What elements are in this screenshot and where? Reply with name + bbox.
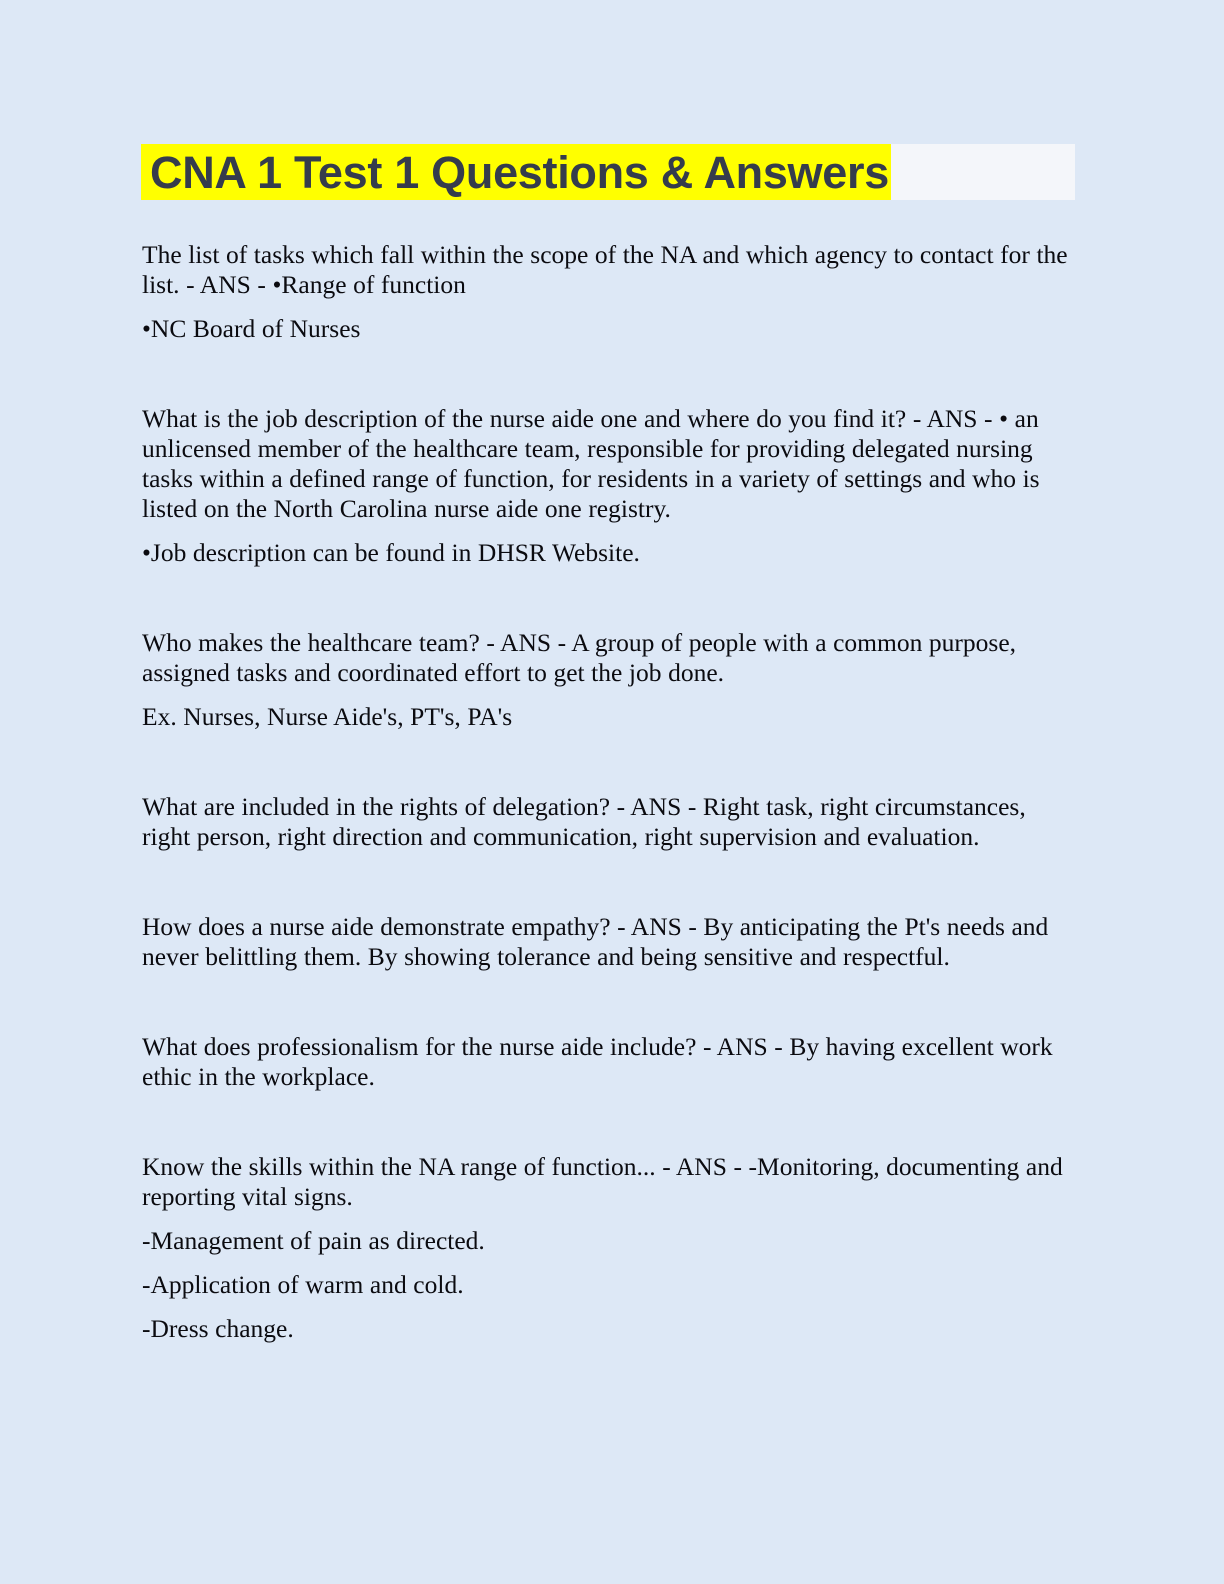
qa-block <box>142 628 1074 732</box>
qa-block <box>142 1152 1074 1344</box>
qa-question-answer: What are included in the rights of delegation? - ANS - Right task, right circumstances, right person, right direction and communication, right supervision and evaluation. <box>142 792 1026 851</box>
qa-block <box>142 240 1074 344</box>
qa-detail-line: Ex. Nurses, Nurse Aide's, PT's, PA's <box>142 702 513 731</box>
qa-block <box>142 1032 1074 1092</box>
qa-detail-line: •Job description can be found in DHSR Website. <box>142 538 640 567</box>
qa-detail-line: •NC Board of Nurses <box>142 314 361 343</box>
qa-detail-line: -Management of pain as directed. <box>142 1226 485 1255</box>
qa-question-answer: How does a nurse aide demonstrate empathy? - ANS - By anticipating the Pt's needs and never belittling them. By showing tolerance and being sensitive and respectful. <box>142 912 1049 971</box>
page-title: CNA 1 Test 1 Questions & Answers <box>150 146 889 198</box>
qa-question-answer: Who makes the healthcare team? - ANS - A group of people with a common purpose, assigned tasks and coordinated effort to get the job done. <box>142 628 1017 687</box>
document-body <box>142 240 1074 1344</box>
title-highlight <box>141 144 891 200</box>
qa-block <box>142 404 1074 568</box>
qa-question-answer: What does professionalism for the nurse aide include? - ANS - By having excellent work ethic in the workplace. <box>142 1032 1053 1091</box>
qa-question-answer: What is the job description of the nurse aide one and where do you find it? - ANS - • an unlicensed member of the healthcare team, responsible for providing delegated nursing tasks within a defined range of function, for residents in a variety of settings and who is listed on the North Carolina nurse aide one registry. <box>142 404 1040 523</box>
qa-question-answer: Know the skills within the NA range of function... - ANS - -Monitoring, documenting and reporting vital signs. <box>142 1152 1063 1211</box>
qa-block <box>142 792 1074 852</box>
qa-block <box>142 912 1074 972</box>
qa-detail-line: -Dress change. <box>142 1314 294 1343</box>
qa-question-answer: The list of tasks which fall within the scope of the NA and which agency to contact for the list. - ANS - •Range of function <box>142 240 1068 299</box>
qa-detail-line: -Application of warm and cold. <box>142 1270 464 1299</box>
